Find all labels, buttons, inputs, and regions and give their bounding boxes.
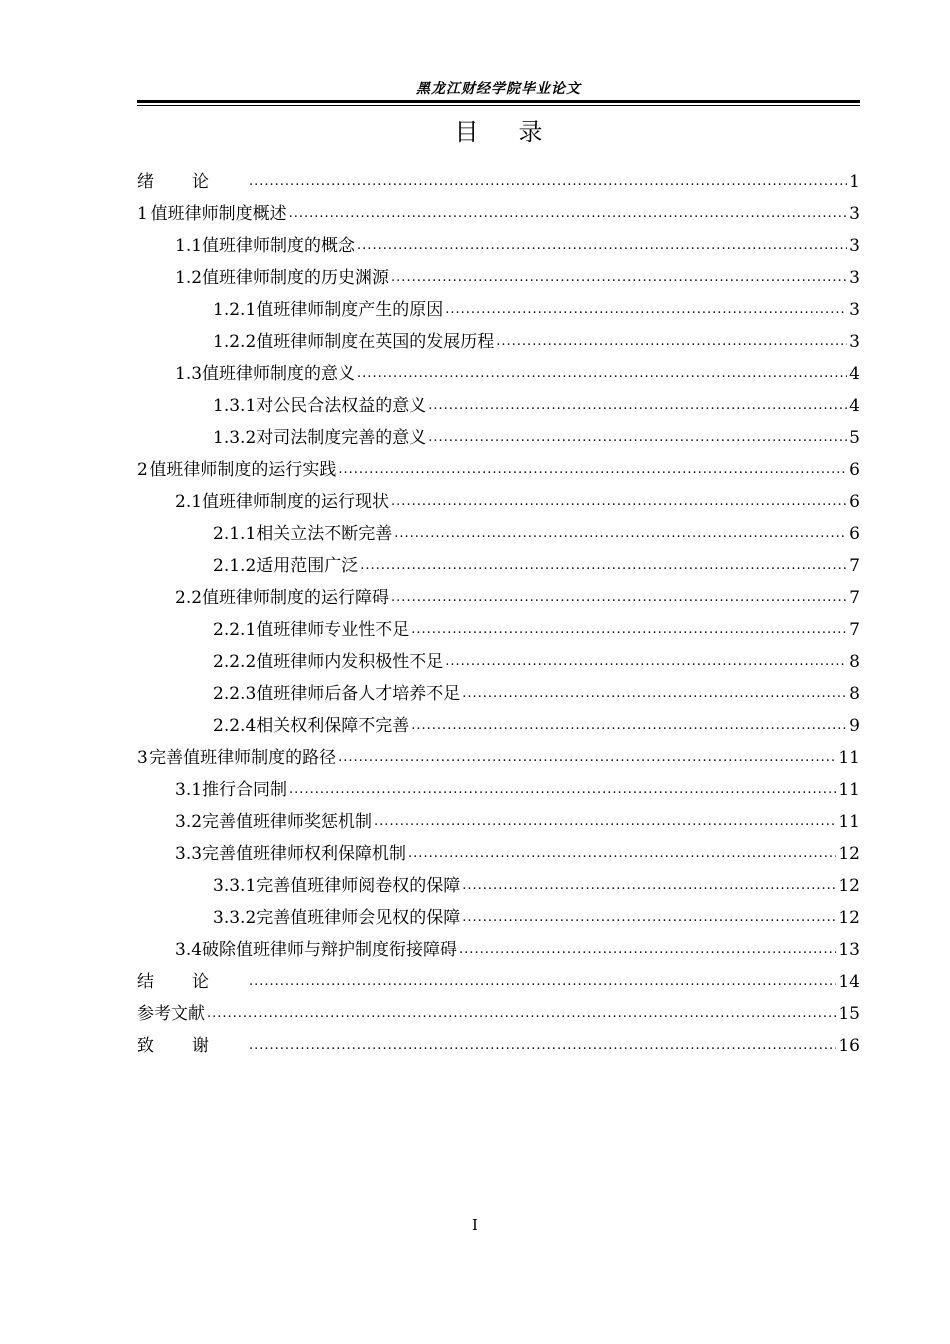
toc-entry-number: 2.1 bbox=[175, 492, 203, 512]
toc-entry[interactable] bbox=[137, 358, 860, 390]
toc-leader-dots bbox=[394, 519, 847, 549]
toc-entry[interactable] bbox=[137, 518, 860, 550]
toc-entry-label: 参考文献 bbox=[137, 1004, 205, 1024]
toc-title: 目录 bbox=[454, 118, 583, 146]
toc-entry[interactable] bbox=[137, 198, 860, 230]
toc-entry-label: 值班律师内发积极性不足 bbox=[256, 652, 444, 672]
toc-entry-label: 推行合同制 bbox=[202, 780, 288, 800]
toc-entry-page: 3 bbox=[849, 300, 860, 320]
toc-leader-dots bbox=[445, 647, 847, 677]
toc-entry-number: 2.1.1 bbox=[213, 524, 257, 544]
toc-entry-label: 相关立法不断完善 bbox=[256, 524, 393, 544]
toc-entry-page: 15 bbox=[838, 1004, 860, 1024]
toc-entry-page: 9 bbox=[849, 716, 860, 736]
toc-entry[interactable] bbox=[137, 806, 860, 838]
toc-entry[interactable] bbox=[137, 902, 860, 934]
toc-entry-number: 3.4 bbox=[175, 940, 203, 960]
toc-entry-page: 4 bbox=[849, 396, 860, 416]
toc-entry-page: 13 bbox=[838, 940, 860, 960]
toc-entry-page: 4 bbox=[849, 364, 860, 384]
toc-entry[interactable] bbox=[137, 742, 860, 774]
toc-entry-number: 1.3.1 bbox=[213, 396, 257, 416]
toc-entry[interactable] bbox=[137, 486, 860, 518]
toc-entry-label: 完善值班律师制度的路径 bbox=[149, 748, 337, 768]
toc-entry-number: 3.3 bbox=[175, 844, 203, 864]
toc-leader-dots bbox=[462, 679, 847, 709]
toc-entry[interactable] bbox=[137, 326, 860, 358]
toc-entry-page: 3 bbox=[849, 332, 860, 352]
toc-entry-label: 值班律师专业性不足 bbox=[256, 620, 410, 640]
toc-entry-label: 值班律师制度的运行实践 bbox=[149, 460, 337, 480]
toc-entry-number: 1.2 bbox=[175, 268, 203, 288]
toc-entry[interactable] bbox=[137, 838, 860, 870]
toc-entry-label: 对公民合法权益的意义 bbox=[256, 396, 427, 416]
toc-entry-label: 破除值班律师与辩护制度衔接障碍 bbox=[202, 940, 458, 960]
toc-leader-dots bbox=[374, 807, 836, 837]
toc-entry[interactable] bbox=[137, 678, 860, 710]
toc-leader-dots bbox=[338, 743, 836, 773]
page-header: 黑龙江财经学院毕业论文 bbox=[416, 81, 581, 97]
toc-entry[interactable] bbox=[137, 454, 860, 486]
toc-leader-dots bbox=[496, 327, 847, 357]
toc-entry[interactable] bbox=[137, 710, 860, 742]
toc-entry-label: 完善值班律师奖惩机制 bbox=[202, 812, 373, 832]
toc-entry-page: 11 bbox=[838, 780, 860, 800]
toc-entry-number: 2.1.2 bbox=[213, 556, 257, 576]
toc-entry-number: 1.2.2 bbox=[213, 332, 257, 352]
toc-entry-number: 3.3.2 bbox=[213, 908, 257, 928]
toc-entry-label: 相关权利保障不完善 bbox=[256, 716, 410, 736]
toc-entry-number: 1.1 bbox=[175, 236, 203, 256]
toc-leader-dots bbox=[391, 583, 847, 613]
toc-entry-page: 1 bbox=[849, 172, 860, 192]
toc-leader-dots bbox=[249, 167, 847, 197]
toc-leader-dots bbox=[207, 999, 836, 1029]
toc-leader-dots bbox=[249, 967, 836, 997]
toc-leader-dots bbox=[462, 871, 836, 901]
toc-leader-dots bbox=[289, 775, 836, 805]
toc-entry-number: 1 bbox=[137, 204, 148, 224]
toc-entry-page: 12 bbox=[838, 876, 860, 896]
toc-leader-dots bbox=[411, 615, 847, 645]
toc-entry-label: 值班律师制度在英国的发展历程 bbox=[256, 332, 495, 352]
toc-entry-page: 14 bbox=[838, 972, 860, 992]
toc-entry-page: 6 bbox=[849, 460, 860, 480]
toc-leader-dots bbox=[411, 711, 847, 741]
toc-entry-label: 值班律师后备人才培养不足 bbox=[256, 684, 461, 704]
toc-entry-page: 7 bbox=[849, 620, 860, 640]
toc-leader-dots bbox=[391, 487, 847, 517]
toc-entry[interactable] bbox=[137, 166, 860, 198]
toc-entry[interactable] bbox=[137, 934, 860, 966]
header-rule-thick bbox=[137, 100, 860, 103]
toc-entry-page: 11 bbox=[838, 748, 860, 768]
toc-entry-number: 1.3 bbox=[175, 364, 203, 384]
toc-entry-number: 2.2.2 bbox=[213, 652, 257, 672]
toc-leader-dots bbox=[428, 423, 847, 453]
toc-entry[interactable] bbox=[137, 390, 860, 422]
toc-entry-label: 值班律师制度的概念 bbox=[202, 236, 356, 256]
toc-entry-number: 2.2.4 bbox=[213, 716, 257, 736]
footer-page-number: I bbox=[472, 1216, 478, 1234]
toc-leader-dots bbox=[360, 551, 847, 581]
toc-entry[interactable] bbox=[137, 422, 860, 454]
toc-entry-label: 对司法制度完善的意义 bbox=[256, 428, 427, 448]
toc-leader-dots bbox=[289, 199, 848, 229]
toc-entry-page: 11 bbox=[838, 812, 860, 832]
toc-entry-label: 绪论 bbox=[137, 172, 247, 192]
toc-entry-page: 8 bbox=[849, 684, 860, 704]
toc-entry-label: 完善值班律师权利保障机制 bbox=[202, 844, 407, 864]
toc-entry-page: 7 bbox=[849, 588, 860, 608]
toc-leader-dots bbox=[459, 935, 836, 965]
toc-entry-number: 2.2.1 bbox=[213, 620, 257, 640]
toc-entry[interactable] bbox=[137, 870, 860, 902]
toc-entry[interactable] bbox=[137, 230, 860, 262]
toc-entry-page: 16 bbox=[838, 1036, 860, 1056]
toc-entry[interactable] bbox=[137, 614, 860, 646]
toc-entry-page: 3 bbox=[849, 204, 860, 224]
toc-entry[interactable] bbox=[137, 774, 860, 806]
toc-entry-page: 6 bbox=[849, 524, 860, 544]
table-of-contents bbox=[137, 166, 860, 1062]
toc-entry-label: 值班律师制度的运行现状 bbox=[202, 492, 390, 512]
toc-entry-label: 值班律师制度产生的原因 bbox=[256, 300, 444, 320]
toc-entry[interactable] bbox=[137, 294, 860, 326]
toc-entry-number: 3.2 bbox=[175, 812, 203, 832]
toc-entry-label: 值班律师制度的运行障碍 bbox=[202, 588, 390, 608]
toc-leader-dots bbox=[338, 455, 847, 485]
toc-entry-page: 5 bbox=[849, 428, 860, 448]
toc-entry[interactable] bbox=[137, 966, 860, 998]
toc-entry-page: 12 bbox=[838, 908, 860, 928]
header-rule-thin bbox=[137, 105, 860, 106]
toc-entry-label: 结论 bbox=[137, 972, 247, 992]
toc-entry[interactable] bbox=[137, 582, 860, 614]
toc-entry-label: 完善值班律师会见权的保障 bbox=[256, 908, 461, 928]
toc-entry-label: 适用范围广泛 bbox=[256, 556, 359, 576]
toc-entry-label: 值班律师制度的意义 bbox=[202, 364, 356, 384]
toc-entry[interactable] bbox=[137, 646, 860, 678]
toc-leader-dots bbox=[391, 263, 847, 293]
toc-leader-dots bbox=[445, 295, 847, 325]
toc-entry[interactable] bbox=[137, 262, 860, 294]
toc-entry-number: 3.1 bbox=[175, 780, 203, 800]
toc-leader-dots bbox=[357, 359, 847, 389]
toc-entry-number: 1.2.1 bbox=[213, 300, 257, 320]
toc-entry-number: 2.2 bbox=[175, 588, 203, 608]
toc-entry-number: 3 bbox=[137, 748, 148, 768]
toc-entry[interactable] bbox=[137, 1030, 860, 1062]
toc-entry[interactable] bbox=[137, 550, 860, 582]
toc-leader-dots bbox=[408, 839, 836, 869]
toc-leader-dots bbox=[428, 391, 847, 421]
toc-entry-number: 2.2.3 bbox=[213, 684, 257, 704]
toc-entry-page: 6 bbox=[849, 492, 860, 512]
toc-entry-number: 3.3.1 bbox=[213, 876, 257, 896]
toc-entry-label: 值班律师制度的历史渊源 bbox=[202, 268, 390, 288]
toc-entry-page: 7 bbox=[849, 556, 860, 576]
toc-entry-label: 致谢 bbox=[137, 1036, 247, 1056]
toc-entry[interactable] bbox=[137, 998, 860, 1030]
toc-leader-dots bbox=[249, 1031, 836, 1061]
toc-entry-label: 值班律师制度概述 bbox=[150, 204, 287, 224]
toc-entry-number: 2 bbox=[137, 460, 148, 480]
toc-entry-page: 3 bbox=[849, 268, 860, 288]
toc-entry-page: 3 bbox=[849, 236, 860, 256]
toc-leader-dots bbox=[462, 903, 836, 933]
toc-leader-dots bbox=[357, 231, 847, 261]
toc-entry-number: 1.3.2 bbox=[213, 428, 257, 448]
toc-entry-page: 12 bbox=[838, 844, 860, 864]
toc-entry-page: 8 bbox=[849, 652, 860, 672]
toc-entry-label: 完善值班律师阅卷权的保障 bbox=[256, 876, 461, 896]
